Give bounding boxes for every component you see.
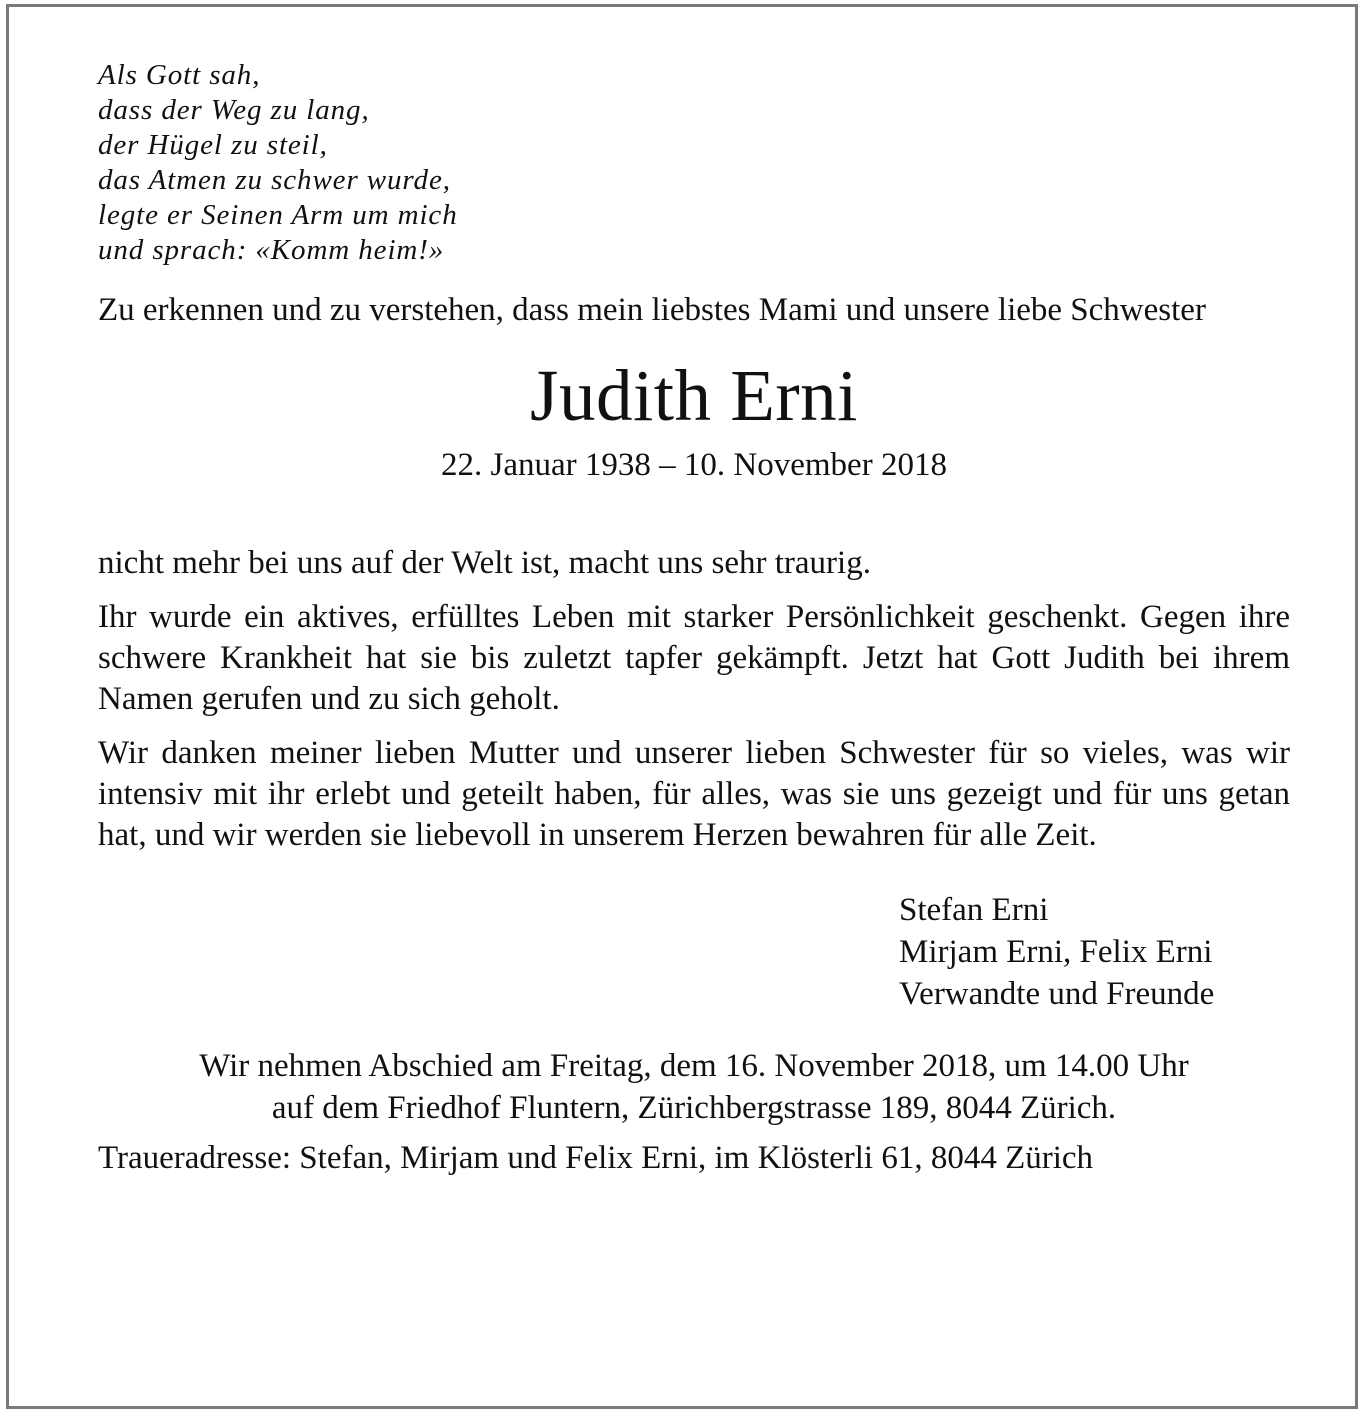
farewell-line: auf dem Friedhof Fluntern, Zürichbergstrasse 189, 8044 Zürich. — [271, 1090, 1117, 1126]
body-paragraph: nicht mehr bei uns auf der Welt ist, macht uns sehr traurig. — [98, 545, 871, 581]
deceased-name: Judith Erni — [530, 355, 858, 436]
poem-line: dass der Weg zu lang, — [98, 94, 370, 126]
body-paragraph: Ihr wurde ein aktives, erfülltes Leben mit starker Persönlichkeit geschenkt. Gegen ihre schwere Krankheit hat sie bis zuletzt tapfer gekämpft. Jetzt hat Gott Judith bei ihrem Namen gerufen und zu sich geholt. — [98, 599, 1290, 717]
obituary-notice — [98, 58, 1290, 1179]
poem-line: Als Gott sah, — [98, 59, 261, 91]
intro-text: Zu erkennen und zu verstehen, dass mein liebstes Mami und unsere liebe Schwester — [98, 292, 1206, 328]
signature-line: Stefan Erni — [899, 892, 1049, 928]
poem-line: legte er Seinen Arm um mich — [98, 199, 458, 231]
signature-line: Verwandte und Freunde — [899, 976, 1215, 1012]
body-paragraph: Wir danken meiner lieben Mutter und unserer lieben Schwester für so vieles, was wir intensiv mit ihr erlebt und geteilt haben, für alles, was sie uns gezeigt und für uns getan hat, und wir werden sie liebevoll in unserem Herzen bewahren für alle Zeit. — [98, 735, 1290, 853]
poem-line: und sprach: «Komm heim!» — [98, 234, 445, 266]
poem — [98, 58, 1290, 268]
signatures — [899, 889, 1290, 1015]
life-dates: 22. Januar 1938 – 10. November 2018 — [441, 447, 947, 483]
farewell-info — [98, 1045, 1290, 1129]
poem-line: das Atmen zu schwer wurde, — [98, 164, 451, 196]
poem-line: der Hügel zu steil, — [98, 129, 328, 161]
signature-line: Mirjam Erni, Felix Erni — [899, 934, 1213, 970]
mourning-address: Traueradresse: Stefan, Mirjam und Felix Erni, im Klösterli 61, 8044 Zürich — [98, 1140, 1094, 1176]
farewell-line: Wir nehmen Abschied am Freitag, dem 16. November 2018, um 14.00 Uhr — [199, 1048, 1189, 1084]
